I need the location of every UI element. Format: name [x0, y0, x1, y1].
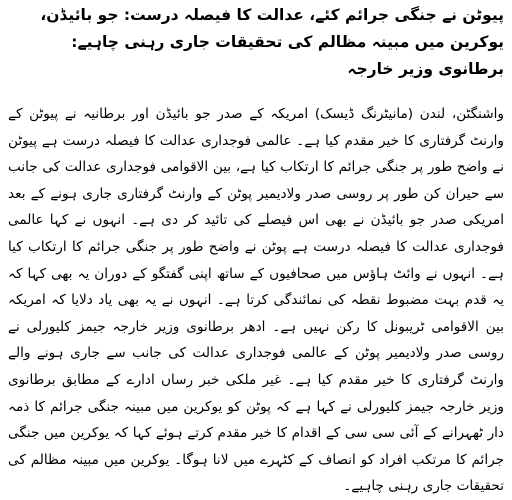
article-body: واشنگٹن، لندن (مانیٹرنگ ڈیسک) امریکہ کے صدر جو بائیڈن اور برطانیہ نے پیوٹن کے وارنٹ گرفتاری کا خیر مقدم کیا ہے۔ عالمی فوجداری عدالت کا فیصلہ درست ہے پیوٹن نے واضح طور پر جنگی جرائم کا ارتکاب کیا ہے، بین الاقوامی فوجداری عدالت کی جانب سے حیران کن طور پر روسی صدر ولادیمیر پوٹن کے وارنٹ گرفتاری جاری ہونے کے بعد امریکی صدر جو بائیڈن نے بھی اس فیصلے کی تائید کر دی ہے۔ انہوں نے کہا عالمی فوجداری عدالت کا فیصلہ درست ہے پوٹن نے واضح طور پر جنگی جرائم کا ارتکاب کیا ہے۔ انہوں نے وائٹ ہاؤس میں صحافیوں کے ساتھ اپنی گفتگو کے دوران یہ بھی کہا کہ یہ قدم بہت مضبوط نقطہ کی نمائندگی کرتا ہے۔ انہوں نے یہ بھی یاد دلایا کہ امریکہ بین الاقوامی ٹریبونل کا رکن نہیں ہے۔ ادھر برطانوی وزیر خارجہ جیمز کلیورلی نے روسی صدر ولادیمیر پوٹن کے عالمی فوجداری عدالت کی جانب سے جاری ہونے والے وارنٹ گرفتاری کا خیر مقدم کیا ہے۔ غیر ملکی خبر رساں ادارے کے مطابق برطانوی وزیر خارجہ جیمز کلیورلی نے کہا ہے کہ پوٹن کو یوکرین میں مبینہ جنگی جرائم کا ذمہ دار ٹھہرانے کے آئی سی سی کے اقدام کا خیر مقدم کرتے ہوئے کہا کہ یوکرین میں جنگی جرائم کا مرتکب افراد کو انصاف کے کٹہرے میں لانا ہوگا۔ یوکرین میں مبینہ مظالم کی تحقیقات جاری رہنی چاہیے۔: [8, 106, 504, 495]
article-headline: پیوٹن نے جنگی جرائم کئے، عدالت کا فیصلہ درست: جو بائیڈن، یوکرین میں مبینہ مظالم کی تحقیقات جاری رہنی چاہیے: برطانوی وزیر خارجہ: [40, 6, 504, 78]
news-article: [6, 2, 506, 495]
